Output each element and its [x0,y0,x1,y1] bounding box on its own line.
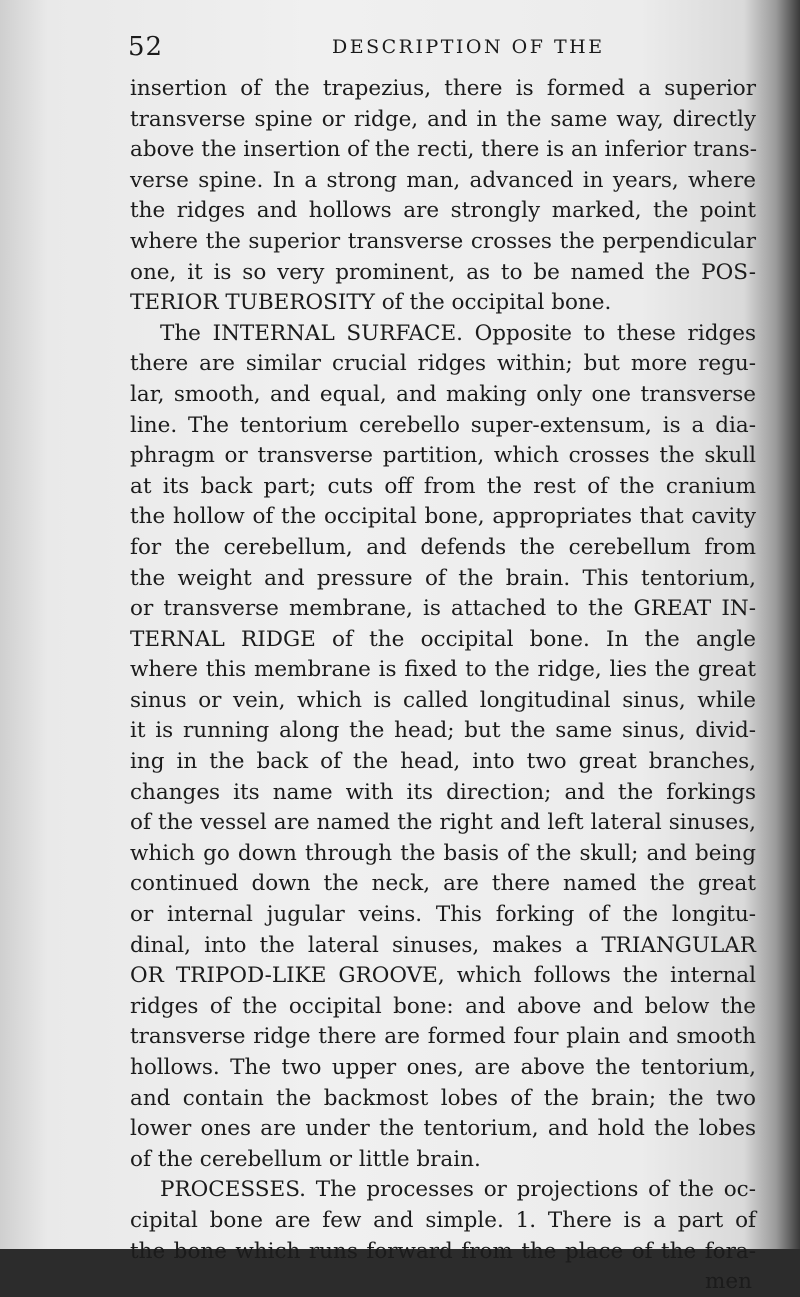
page-number: 52 [128,32,164,62]
text-line: lar, smooth, and equal, and making only one transverse [130,381,756,407]
text-line: OR TRIPOD-LIKE GROOVE, which follows the internal [130,963,756,989]
text-line: which go down through the basis of the skull; and being [130,840,756,866]
text-line: changes its name with its direction; and the forkings [130,779,756,805]
text-line: of the cerebellum or little brain. [130,1146,481,1172]
text-line: cipital bone are few and simple. 1. There is a part of [130,1207,756,1233]
text-line: sinus or vein, which is called longitudinal sinus, while [130,687,756,713]
text-line: and contain the backmost lobes of the brain; the two [130,1085,756,1111]
text-line: or internal jugular veins. This forking of the longitu- [130,902,756,928]
text-line: one, it is so very prominent, as to be named the POS- [130,259,756,285]
text-line: transverse ridge there are formed four plain and smooth [130,1024,756,1050]
running-title: DESCRIPTION OF THE [332,36,605,58]
text-line: verse spine. In a strong man, advanced in years, where [130,167,756,193]
text-line: lower ones are under the tentorium, and hold the lobes [130,1116,756,1142]
text-line: TERIOR TUBEROSITY of the occipital bone. [130,290,612,316]
text-line: the weight and pressure of the brain. This tentorium, [130,565,756,591]
text-line: for the cerebellum, and defends the cerebellum from [130,534,756,560]
text-line: at its back part; cuts off from the rest of the cranium [130,473,756,499]
text-line: continued down the neck, are there named the great [130,871,756,897]
text-line: transverse spine or ridge, and in the same way, directly [130,106,756,132]
text-line: line. The tentorium cerebello super-extensum, is a dia- [130,412,756,438]
text-line: phragm or transverse partition, which crosses the skull [130,443,756,469]
paragraph-start-line: The INTERNAL SURFACE. Opposite to these ridges [160,320,756,346]
text-line: there are similar crucial ridges within; but more regu- [130,351,756,377]
text-line: it is running along the head; but the same sinus, divid- [130,718,756,744]
running-head [122,32,762,64]
text-line: where this membrane is fixed to the ridge, lies the great [130,657,756,683]
text-line: hollows. The two upper ones, are above the tentorium, [130,1055,756,1080]
catchword: men [705,1269,752,1295]
text-line: ridges of the occipital bone: and above and below the [130,993,756,1019]
text-line: TERNAL RIDGE of the occipital bone. In the angle [130,626,756,652]
text-line: the hollow of the occipital bone, appropriates that cavity [130,504,756,530]
text-line: of the vessel are named the right and left lateral sinuses, [130,810,756,836]
text-line: dinal, into the lateral sinuses, makes a TRIANGULAR [130,932,756,958]
text-line: insertion of the trapezius, there is formed a superior [130,76,756,101]
text-line: above the insertion of the recti, there is an inferior trans- [130,137,757,163]
text-line: the bone which runs forward from the place of the fora- [130,1238,756,1264]
text-line: where the superior transverse crosses the perpendicular [130,228,756,254]
text-line: the ridges and hollows are strongly marked, the point [130,198,756,224]
text-line: ing in the back of the head, into two great branches, [130,749,756,775]
body-text [130,74,756,1297]
text-line: or transverse membrane, is attached to the GREAT IN- [130,596,756,622]
paragraph-start-line: PROCESSES. The processes or projections of the oc- [160,1177,756,1203]
